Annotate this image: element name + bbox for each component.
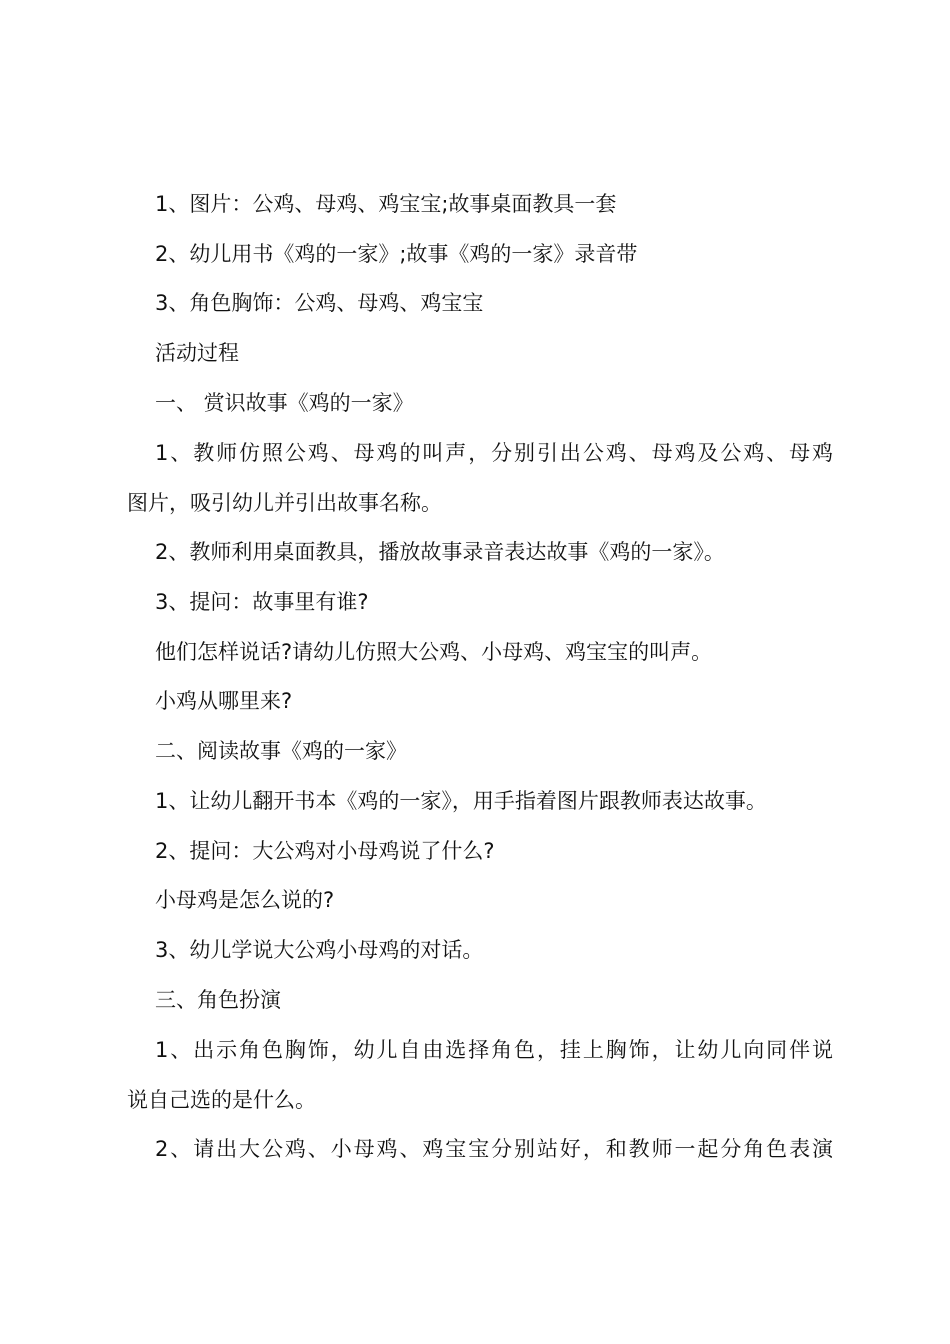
part-2-step-3: 3、幼儿学说大公鸡小母鸡的对话。 <box>155 938 484 962</box>
part-1-step-1-line-2: 图片，吸引幼儿并引出故事名称。 <box>127 491 442 515</box>
section-heading-part-3: 三、角色扮演 <box>155 988 281 1012</box>
part-2-step-2: 2、提问：大公鸡对小母鸡说了什么? <box>155 839 495 863</box>
part-1-step-3: 3、提问：故事里有谁? <box>155 590 369 614</box>
part-1-step-1-line-1: 1、教师仿照公鸡、母鸡的叫声，分别引出公鸡、母鸡及公鸡、母鸡 <box>155 441 833 465</box>
part-1-step-2: 2、教师利用桌面教具，播放故事录音表达故事《鸡的一家》。 <box>155 540 725 564</box>
section-heading-part-1: 一、 赏识故事《鸡的一家》 <box>155 391 414 415</box>
material-item-3: 3、角色胸饰：公鸡、母鸡、鸡宝宝 <box>155 291 484 315</box>
section-heading-activity-process: 活动过程 <box>155 341 239 365</box>
section-heading-part-2: 二、阅读故事《鸡的一家》 <box>155 739 407 763</box>
part-3-step-1-line-1: 1、出示角色胸饰，幼儿自由选择角色，挂上胸饰，让幼儿向同伴说 <box>155 1038 833 1062</box>
part-1-question-3: 小鸡从哪里来? <box>155 689 293 713</box>
part-2-question-2: 小母鸡是怎么说的? <box>155 888 335 912</box>
material-item-1: 1、图片：公鸡、母鸡、鸡宝宝;故事桌面教具一套 <box>155 192 617 216</box>
part-2-step-1: 1、让幼儿翻开书本《鸡的一家》，用手指着图片跟教师表达故事。 <box>155 789 767 813</box>
part-1-question-2: 他们怎样说话?请幼儿仿照大公鸡、小母鸡、鸡宝宝的叫声。 <box>155 640 713 664</box>
part-3-step-2-line-1: 2、请出大公鸡、小母鸡、鸡宝宝分别站好，和教师一起分角色表演 <box>155 1137 833 1161</box>
material-item-2: 2、幼儿用书《鸡的一家》;故事《鸡的一家》录音带 <box>155 242 638 266</box>
part-3-step-1-line-2: 说自己选的是什么。 <box>127 1088 316 1112</box>
